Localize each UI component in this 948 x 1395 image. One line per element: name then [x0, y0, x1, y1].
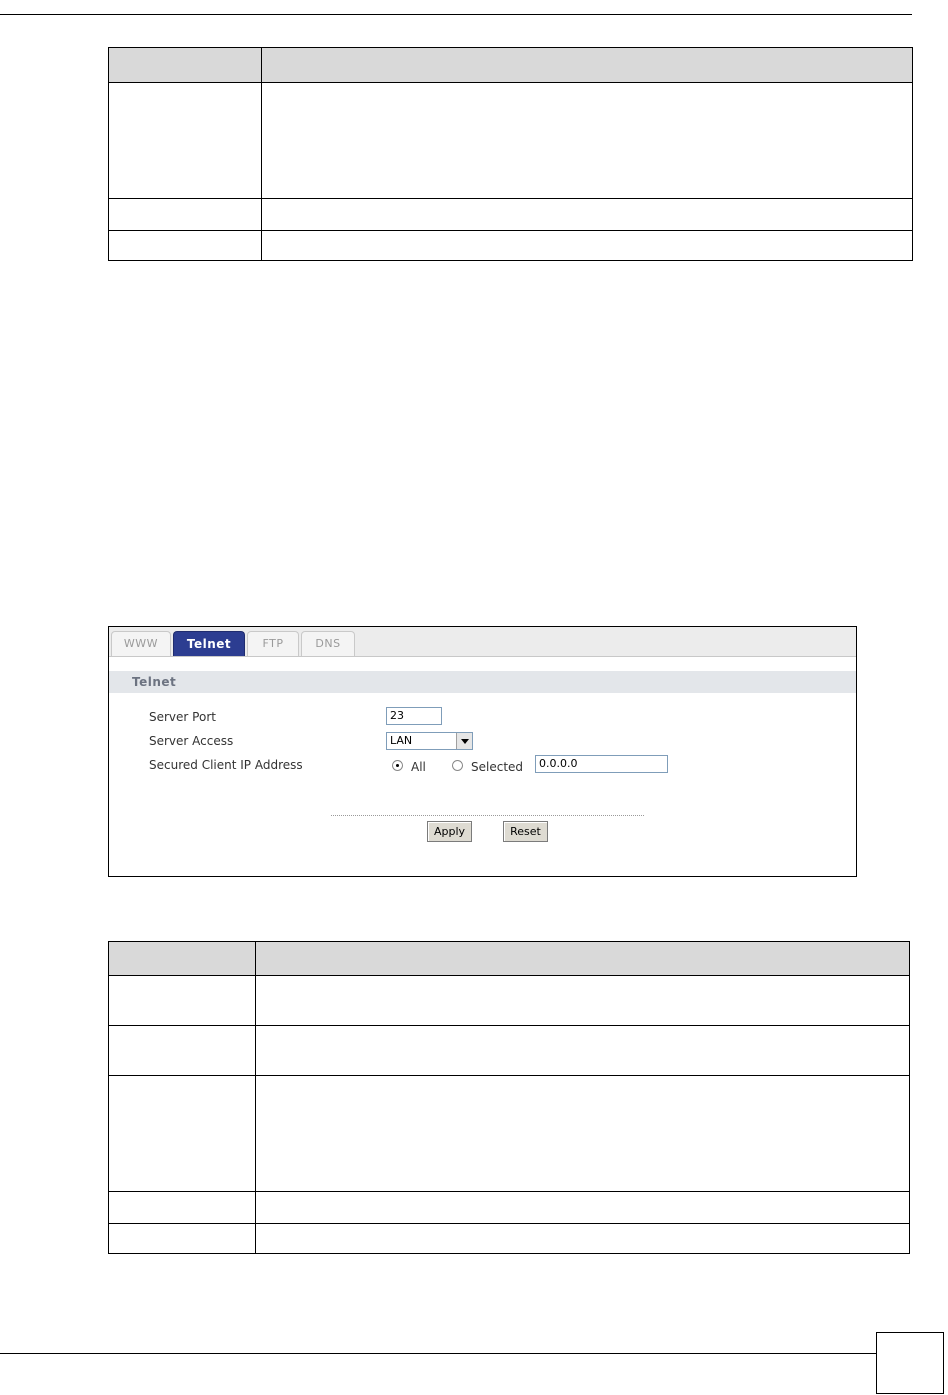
table-cell — [256, 976, 910, 1026]
table-cell — [109, 231, 262, 261]
footer-rule — [0, 1353, 876, 1354]
radio-selected[interactable] — [452, 760, 463, 771]
tab-bar — [109, 627, 856, 657]
table-cell — [109, 1026, 256, 1076]
table-cell — [109, 1192, 256, 1224]
table-cell — [262, 199, 913, 231]
telnet-screen-figure — [108, 626, 857, 877]
table-header-label — [109, 942, 256, 976]
table-row — [109, 231, 913, 261]
description-table-top — [108, 47, 913, 261]
table-header-description — [262, 48, 913, 83]
server-access-value: LAN — [390, 734, 413, 747]
table-header-row — [109, 942, 910, 976]
server-port-input[interactable]: 23 — [386, 707, 442, 725]
table-row — [109, 1026, 910, 1076]
server-access-label: Server Access — [149, 734, 234, 748]
table-row — [109, 1192, 910, 1224]
description-table-bottom — [108, 941, 910, 1254]
table-row — [109, 976, 910, 1026]
server-access-select[interactable] — [386, 732, 473, 750]
table-cell — [109, 1076, 256, 1192]
table-cell — [256, 1192, 910, 1224]
table-cell — [256, 1076, 910, 1192]
table-row — [109, 1224, 910, 1254]
table-cell — [109, 1224, 256, 1254]
apply-button[interactable]: Apply — [427, 821, 472, 842]
table-row — [109, 83, 913, 199]
table-cell — [262, 231, 913, 261]
radio-all-label: All — [411, 760, 426, 774]
tab-dns[interactable]: DNS — [301, 631, 355, 656]
reset-button[interactable]: Reset — [503, 821, 548, 842]
table-row — [109, 199, 913, 231]
server-port-label: Server Port — [149, 710, 216, 724]
secured-client-ip-label: Secured Client IP Address — [149, 758, 303, 772]
ip-address-input[interactable]: 0.0.0.0 — [535, 755, 668, 773]
radio-selected-label: Selected — [471, 760, 524, 774]
table-cell — [262, 83, 913, 199]
table-cell — [256, 1026, 910, 1076]
chevron-down-icon[interactable] — [456, 733, 472, 749]
tab-ftp[interactable]: FTP — [247, 631, 299, 656]
page-number-box — [876, 1332, 944, 1394]
section-title: Telnet — [109, 671, 856, 693]
tab-www[interactable]: WWW — [111, 631, 171, 656]
tab-telnet[interactable]: Telnet — [173, 631, 245, 656]
divider — [331, 815, 644, 816]
radio-all[interactable] — [392, 760, 403, 771]
table-cell — [256, 1224, 910, 1254]
table-cell — [109, 976, 256, 1026]
table-cell — [109, 83, 262, 199]
table-header-label — [109, 48, 262, 83]
table-header-row — [109, 48, 913, 83]
table-row — [109, 1076, 910, 1192]
table-cell — [109, 199, 262, 231]
header-rule — [0, 14, 912, 15]
table-header-description — [256, 942, 910, 976]
